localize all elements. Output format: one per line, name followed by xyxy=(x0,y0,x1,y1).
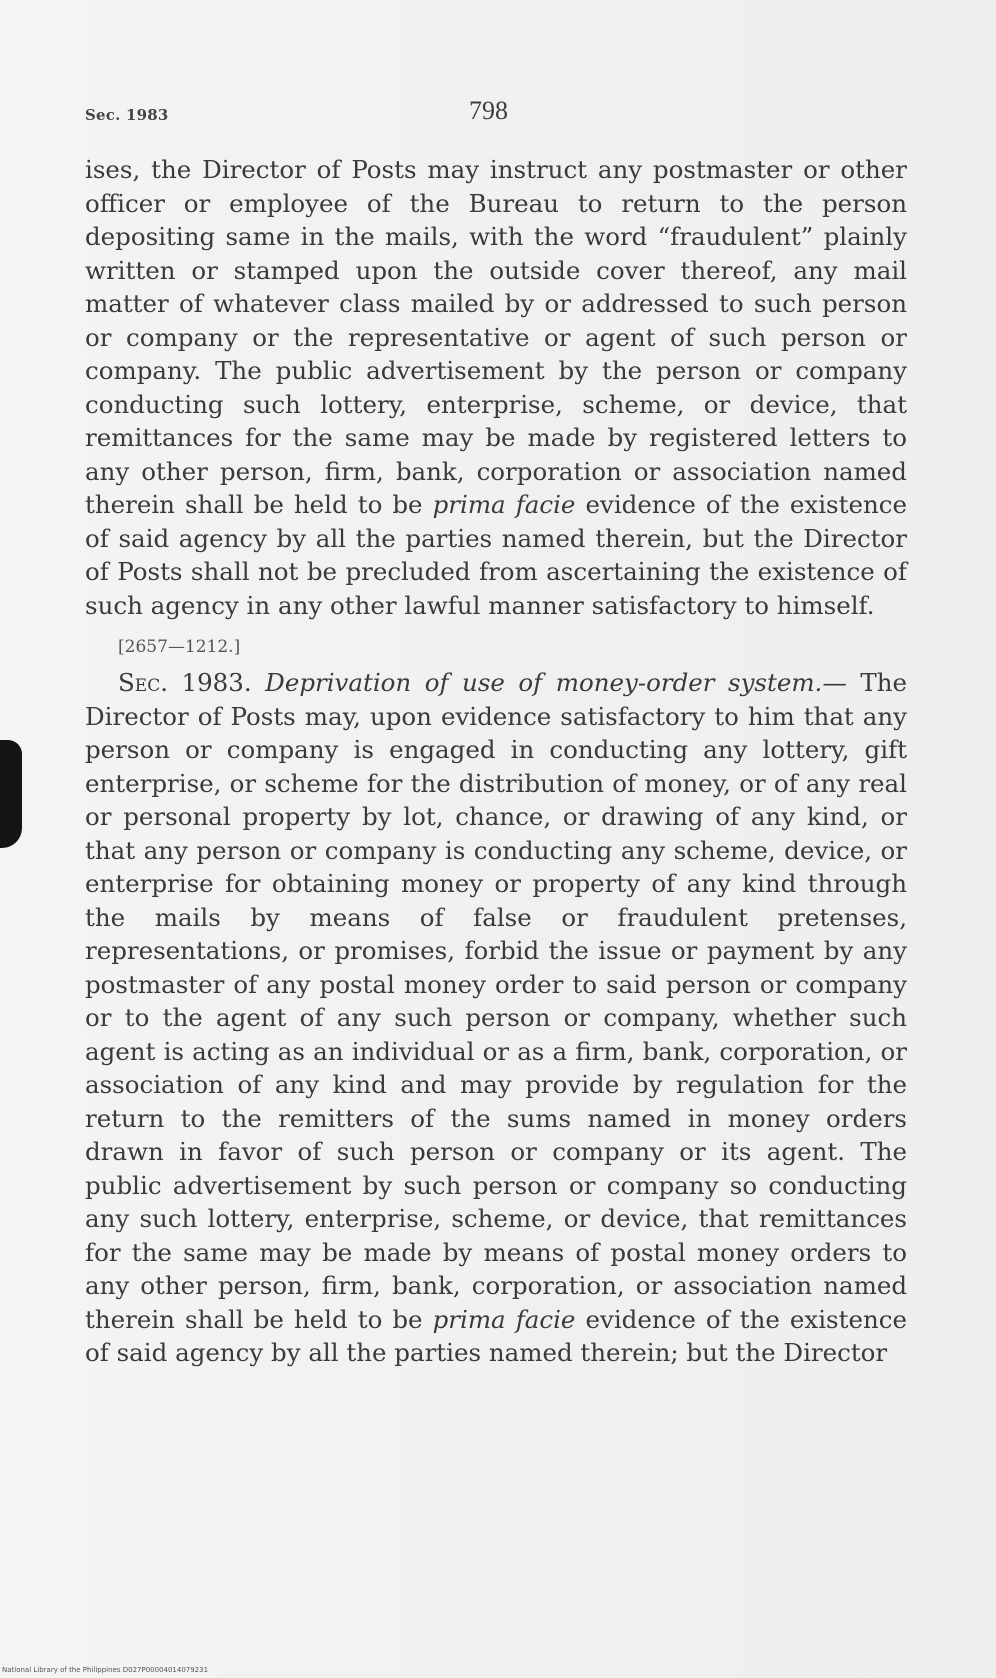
paragraph-continued xyxy=(85,153,907,622)
section-paragraph xyxy=(85,666,907,1370)
paragraph-text: The Director of Posts may, upon evidence satisfactory to him that any person or company is engaged in conducting any lottery, gift enterprise, or scheme for the distribution of money, or of any real or personal property by lot, chance, or drawing of any kind, or that any person or company is conducting any scheme, device, or enterprise for obtaining money or property of any kind through the mails by means of false or fraudulent pretenses, representations, or promises, forbid the issue or payment by any postmaster of any postal money order to said person or company or to the agent of any such person or company, whether such agent is acting as an individual or as a firm, bank, corporation, or association of any kind and may provide by regulation for the return to the remitters of the sums named in money orders drawn in favor of such person or company or its agent. The public advertisement by such person or company so conducting any such lottery, enterprise, scheme, or device, that remittances for the same may be made by means of postal money orders to any other person, firm, bank, corporation, or association named therein shall be held to be xyxy=(85,668,907,1334)
paragraph-text: evidence of the existence of said agency by all the parties named therein; but the Director xyxy=(85,1304,907,1367)
paragraph-text: evidence of the existence of said agency by all the parties named therein, but the Director of Posts shall not be precluded from ascertaining the existence of such agency in any other lawful manner satisfactory to himself. xyxy=(85,490,907,620)
source-reference: [2657—1212.] xyxy=(118,637,241,657)
page-header xyxy=(85,96,905,132)
italic-term: prima facie xyxy=(432,1304,576,1334)
section-title: Deprivation of use of money-order system.— xyxy=(265,668,847,697)
footer-archive-label: National Library of the Philippines D027P00004014079231 xyxy=(2,1666,209,1674)
body-text xyxy=(85,153,907,1370)
running-section-label: Sec. 1983 xyxy=(85,106,169,124)
page-number: 798 xyxy=(469,96,508,125)
section-number: Sec. 1983. xyxy=(118,668,252,697)
paragraph-text: ises, the Director of Posts may instruct any postmaster or other officer or employee of the Bureau to return to the person depositing same in the mails, with the word “fraudulent” plainly written or stamped upon the outside cover thereof, any mail matter of whatever class mailed by or addressed to such person or company or the representative or agent of such person or company. The public advertisement by the person or company conducting such lottery, enterprise, scheme, or device, that remittances for the same may be made by registered letters to any other person, firm, bank, corporation or association named therein shall be held to be xyxy=(85,155,907,519)
scan-edge-shadow xyxy=(0,740,22,848)
italic-term: prima facie xyxy=(432,490,576,519)
